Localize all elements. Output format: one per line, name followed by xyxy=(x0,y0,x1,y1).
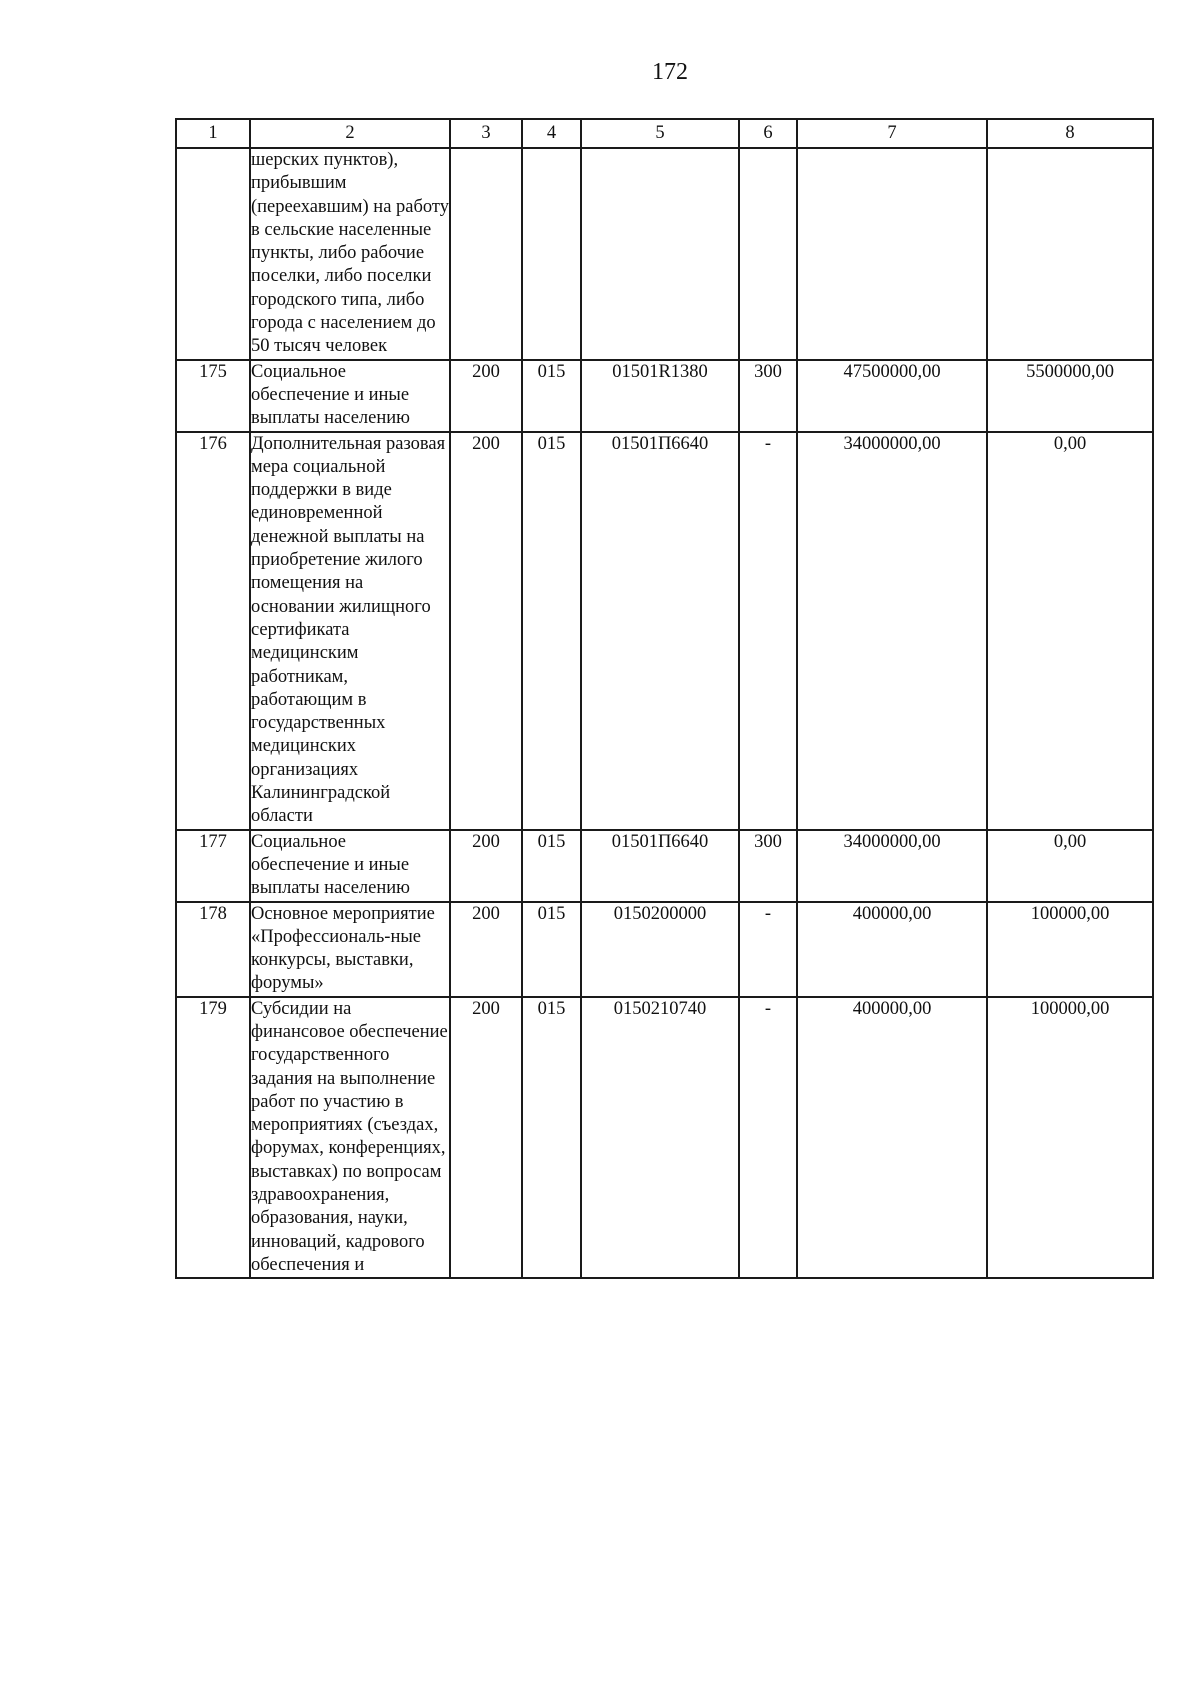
table-row xyxy=(176,902,1153,997)
column-header: 5 xyxy=(581,119,739,148)
cell-col8: 100000,00 xyxy=(987,997,1153,1279)
column-header: 7 xyxy=(797,119,987,148)
column-header: 3 xyxy=(450,119,522,148)
cell-col4: 015 xyxy=(522,902,581,997)
table-row xyxy=(176,997,1153,1279)
header-row xyxy=(176,119,1153,148)
cell-col4: 015 xyxy=(522,997,581,1279)
cell-col6 xyxy=(739,148,797,360)
cell-col8: 5500000,00 xyxy=(987,360,1153,432)
cell-col4: 015 xyxy=(522,830,581,902)
table-row xyxy=(176,148,1153,360)
row-number: 175 xyxy=(176,360,250,432)
cell-col3: 200 xyxy=(450,997,522,1279)
column-header: 2 xyxy=(250,119,450,148)
cell-col3: 200 xyxy=(450,902,522,997)
cell-col6: 300 xyxy=(739,360,797,432)
cell-col6: 300 xyxy=(739,830,797,902)
row-name: Социальное обеспечение и иные выплаты населению xyxy=(250,830,450,902)
row-name: Социальное обеспечение и иные выплаты населению xyxy=(250,360,450,432)
row-number: 178 xyxy=(176,902,250,997)
row-number xyxy=(176,148,250,360)
row-name: Основное мероприятие «Профессиональ-ные конкурсы, выставки, форумы» xyxy=(250,902,450,997)
row-name: шерских пунктов), прибывшим (переехавшим) на работу в сельские населенные пункты, либо рабочие поселки, либо поселки городского типа, либо города с населением до 50 тысяч человек xyxy=(250,148,450,360)
cell-col6: - xyxy=(739,432,797,830)
column-header: 6 xyxy=(739,119,797,148)
cell-col3: 200 xyxy=(450,432,522,830)
cell-col8: 0,00 xyxy=(987,432,1153,830)
cell-col5 xyxy=(581,148,739,360)
cell-col5: 01501R1380 xyxy=(581,360,739,432)
cell-col7: 47500000,00 xyxy=(797,360,987,432)
row-name: Дополнительная разовая мера социальной поддержки в виде единовременной денежной выплаты на приобретение жилого помещения на основании жилищного сертификата медицинским работникам, работающим в государственных медицинских организациях Калининградской области xyxy=(250,432,450,830)
page-number: 172 xyxy=(652,59,688,85)
column-header: 8 xyxy=(987,119,1153,148)
cell-col3: 200 xyxy=(450,830,522,902)
cell-col6: - xyxy=(739,902,797,997)
cell-col5: 01501П6640 xyxy=(581,830,739,902)
column-header: 4 xyxy=(522,119,581,148)
cell-col3 xyxy=(450,148,522,360)
cell-col8: 100000,00 xyxy=(987,902,1153,997)
cell-col5: 0150200000 xyxy=(581,902,739,997)
cell-col3: 200 xyxy=(450,360,522,432)
row-number: 177 xyxy=(176,830,250,902)
cell-col4 xyxy=(522,148,581,360)
cell-col7: 34000000,00 xyxy=(797,432,987,830)
cell-col7: 400000,00 xyxy=(797,902,987,997)
table-row xyxy=(176,830,1153,902)
cell-col4: 015 xyxy=(522,360,581,432)
budget-table xyxy=(175,118,1154,1279)
column-header: 1 xyxy=(176,119,250,148)
row-number: 179 xyxy=(176,997,250,1279)
table-row xyxy=(176,432,1153,830)
cell-col7: 400000,00 xyxy=(797,997,987,1279)
cell-col5: 01501П6640 xyxy=(581,432,739,830)
row-name: Субсидии на финансовое обеспечение государственного задания на выполнение работ по участию в мероприятиях (съездах, форумах, конференциях, выставках) по вопросам здравоохранения, образования, науки, инноваций, кадрового обеспечения и xyxy=(250,997,450,1279)
row-number: 176 xyxy=(176,432,250,830)
cell-col6: - xyxy=(739,997,797,1279)
cell-col4: 015 xyxy=(522,432,581,830)
cell-col5: 0150210740 xyxy=(581,997,739,1279)
cell-col8: 0,00 xyxy=(987,830,1153,902)
cell-col8 xyxy=(987,148,1153,360)
cell-col7 xyxy=(797,148,987,360)
table-row xyxy=(176,360,1153,432)
cell-col7: 34000000,00 xyxy=(797,830,987,902)
